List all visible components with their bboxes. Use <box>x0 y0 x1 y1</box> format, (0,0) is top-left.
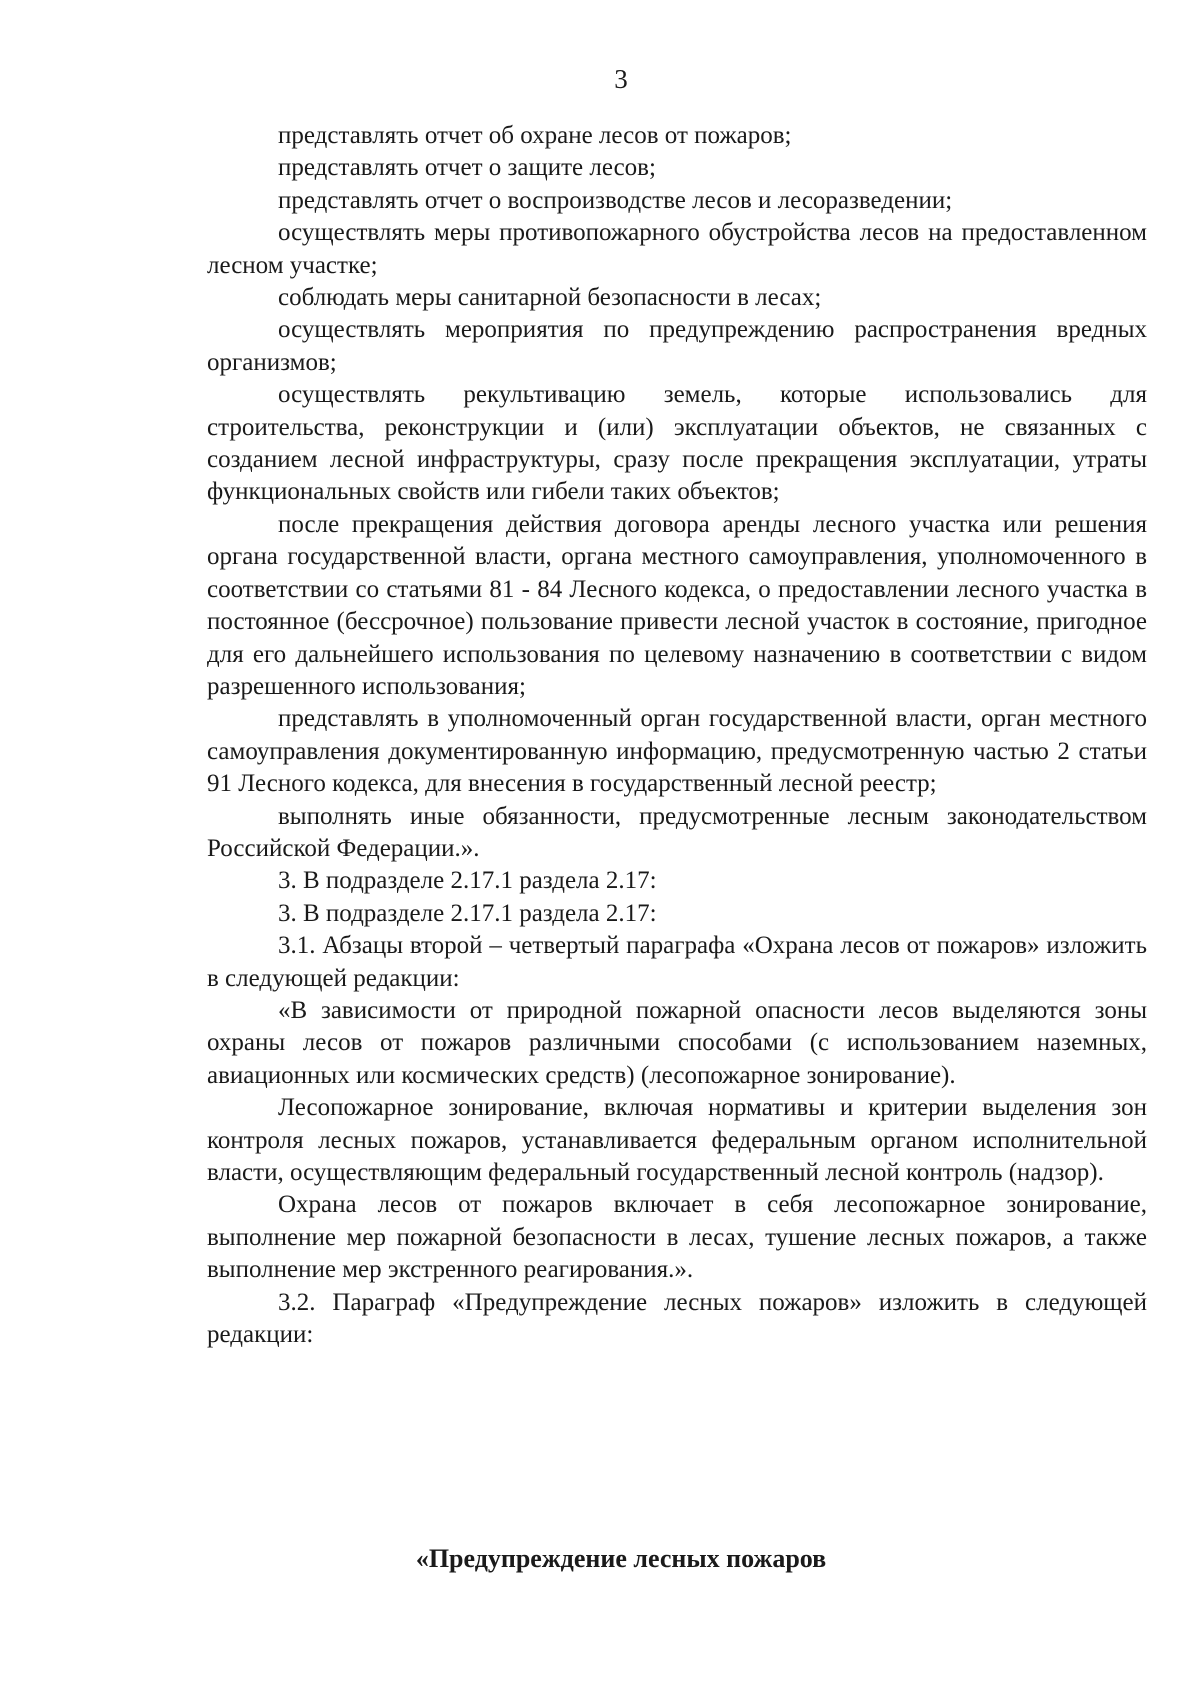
paragraph: 3. В подразделе 2.17.1 раздела 2.17: <box>278 867 657 895</box>
paragraph: «В зависимости от природной пожарной опасности лесов выделяются зоны охраны лесов от пожаров различными способами (с использованием наземных, авиационных или космических средств) (лесопожарное зонирование). <box>207 996 1147 1089</box>
paragraph: осуществлять мероприятия по предупреждению распространения вредных организмов; <box>207 316 1147 376</box>
paragraph: 3. В подразделе 2.17.1 раздела 2.17: <box>278 899 657 927</box>
paragraph: осуществлять меры противопожарного обустройства лесов на предоставленном лесном участке; <box>207 219 1147 279</box>
paragraph: осуществлять рекультивацию земель, которые использовались для строительства, реконструкции и (или) эксплуатации объектов, не связанных с созданием лесной инфраструктуры, сразу после прекращения эксплуатации, утраты функциональных свойств или гибели таких объектов; <box>207 381 1147 506</box>
paragraph: представлять в уполномоченный орган государственной власти, орган местного самоуправления документированную информацию, предусмотренную частью 2 статьи 91 Лесного кодекса, для внесения в государственный лесной реестр; <box>207 705 1147 798</box>
paragraph: представлять отчет о воспроизводстве лесов и лесоразведении; <box>278 186 953 214</box>
paragraph: после прекращения действия договора аренды лесного участка или решения органа государственной власти, органа местного самоуправления, уполномоченного в соответствии со статьями 81 - 84 Лесного кодекса, о предоставлении лесного участка в постоянное (бессрочное) пользование привести лесной участок в состояние, пригодное для его дальнейшего использования по целевому назначению в соответствии с видом разрешенного использования; <box>207 510 1147 700</box>
paragraph: 3.1. Абзацы второй – четвертый параграфа «Охрана лесов от пожаров» изложить в следующей редакции: <box>207 932 1147 992</box>
document-body <box>207 120 1147 1351</box>
paragraph: Лесопожарное зонирование, включая нормативы и критерии выделения зон контроля лесных пожаров, устанавливается федеральным органом исполнительной власти, осуществляющим федеральный государственный лесной контроль (надзор). <box>207 1094 1147 1186</box>
page-number: 3 <box>614 64 628 94</box>
section-heading: «Предупреждение лесных пожаров <box>415 1544 827 1573</box>
paragraph: представлять отчет об охране лесов от пожаров; <box>278 122 792 149</box>
paragraph: представлять отчет о защите лесов; <box>278 154 656 182</box>
paragraph: соблюдать меры санитарной безопасности в лесах; <box>278 284 822 312</box>
paragraph: выполнять иные обязанности, предусмотренные лесным законодательством Российской Федерации.». <box>207 802 1147 862</box>
paragraph: 3.2. Параграф «Предупреждение лесных пожаров» изложить в следующей редакции: <box>207 1288 1147 1349</box>
paragraph: Охрана лесов от пожаров включает в себя лесопожарное зонирование, выполнение мер пожарной безопасности в лесах, тушение лесных пожаров, а также выполнение мер экстренного реагирования.». <box>207 1191 1147 1284</box>
